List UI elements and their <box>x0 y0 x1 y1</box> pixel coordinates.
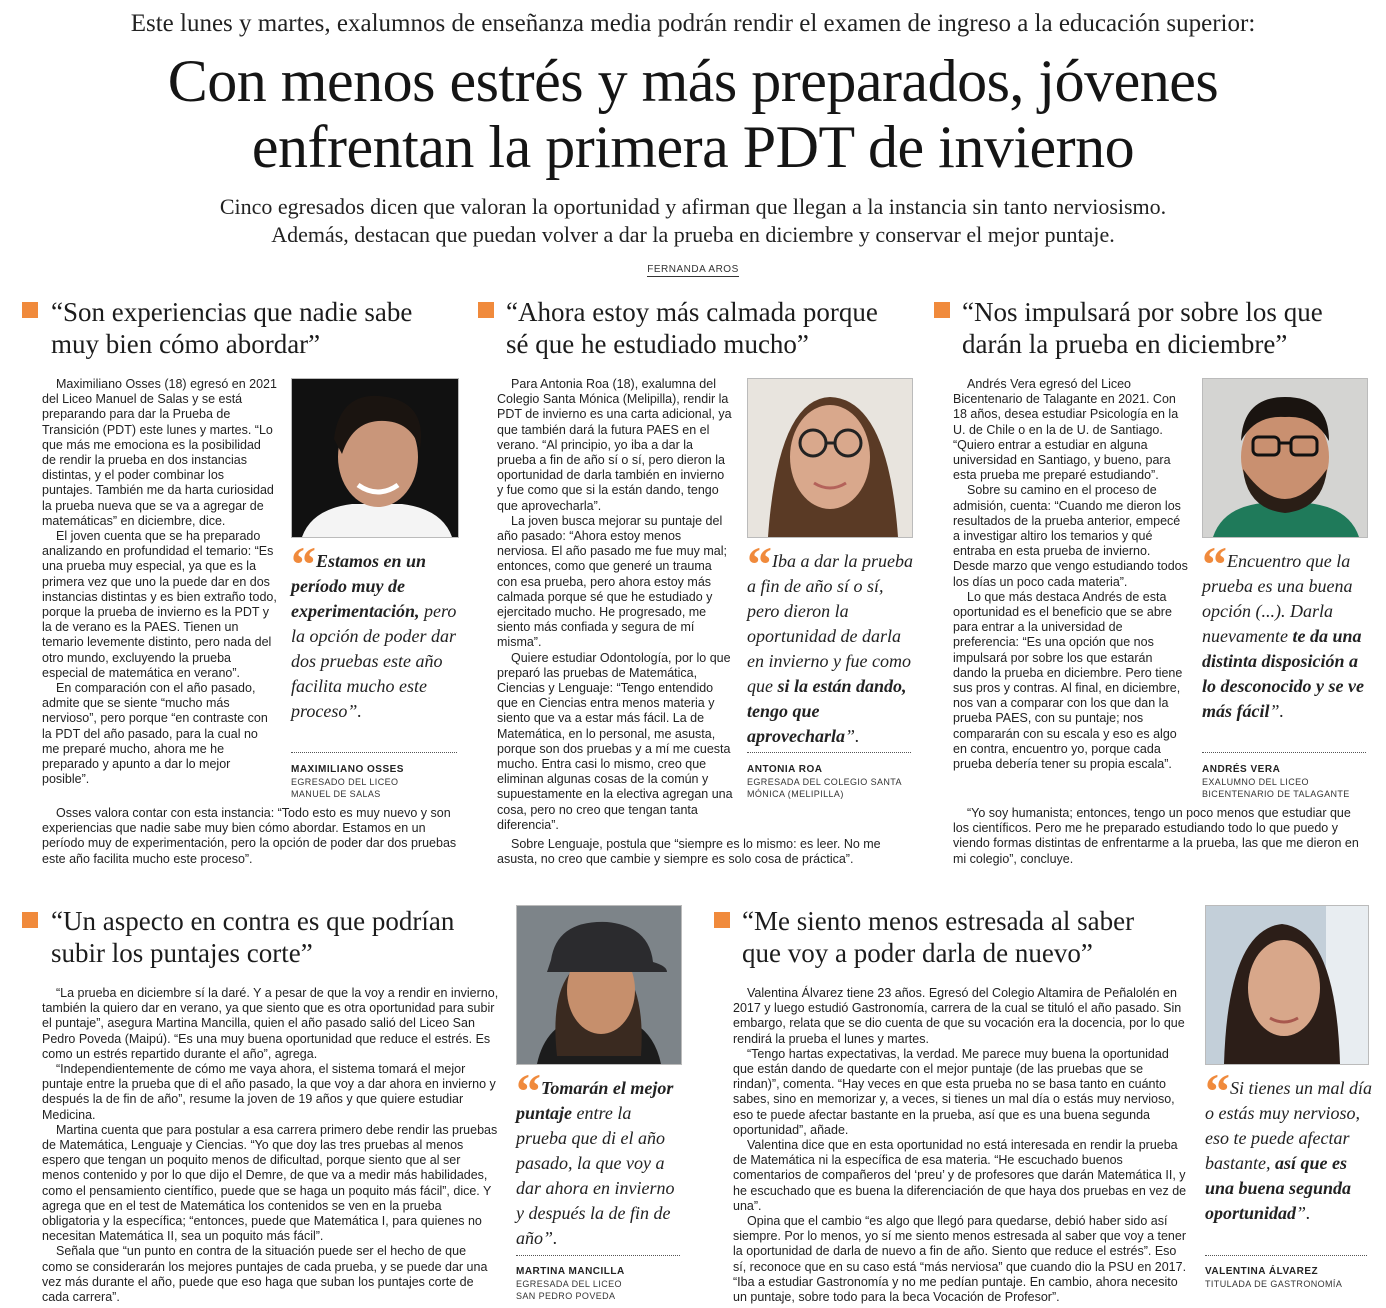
caption-role <box>516 1279 622 1302</box>
divider <box>1202 752 1366 753</box>
paragraph: Andrés Vera egresó del Liceo Bicentenario de Talagante en 2021. Con 18 años, desea estudiar Psicología en la U. de Chile o en la de U. de Santiago. “Quiero entrar a estudiar en alguna universidad en Santiago, y bueno, para esta prueba me preparé estudiando”. <box>953 377 1179 483</box>
quote-mark-icon: “ <box>1205 1063 1226 1119</box>
paragraph: Osses valora contar con esta instancia: “Todo esto es muy nuevo y son experiencias que nadie sabe muy bien cómo abordar. Estamos en un período muy de experimentación, pero la opción de poder dar dos pruebas este año facilita mucho este proceso”. <box>42 806 457 866</box>
paragraph: La joven busca mejorar su puntaje del año pasado: “Ahora estoy menos nerviosa. El año pasado me fue muy mal; entonces, como que generé un trauma con esa prueba, pero ahora estoy más calmada porque sé que he estudiado y ejercitado mucho. He progresado, me siento más confiada y segura de mí misma”. <box>497 513 727 650</box>
caption-role-line-1: TITULADA DE GASTRONOMÍA <box>1205 1279 1343 1289</box>
headline <box>0 48 1386 180</box>
story-2-title <box>506 296 878 360</box>
subhead-line-1: Cinco egresados dicen que valoran la oportunidad y afirman que llegan a la instancia sin tanto nerviosismo. <box>219 194 1167 219</box>
kicker: Este lunes y martes, exalumnos de enseñanza media podrán rendir el examen de ingreso a la educación superior: <box>130 10 1256 37</box>
caption-name: MARTINA MANCILLA <box>516 1266 625 1277</box>
story-3-title-line-2: darán la prueba en diciembre” <box>962 329 1288 359</box>
paragraph: “Yo soy humanista; entonces, tengo un poco menos que estudiar que los científicos. Pero me he preparado estudiando todo lo que puedo y viendo formas distintas de enfrentarme a la prueba, las que me dieron en mi colegio”, concluye. <box>953 806 1359 866</box>
caption-role-line-2: BICENTENARIO DE TALAGANTE <box>1202 788 1350 799</box>
caption-role-line-1: EGRESADA DEL LICEO <box>516 1279 622 1289</box>
paragraph: Lo que más destaca Andrés de esta oportunidad es el beneficio que se abre para entrar a la universidad de preferencia: “Es una opción que nos impulsará por sobre los que estarán dando la prueba en diciembre. Pero tiene sus pros y contras. Al final, en diciembre, nos van a comparar con los que dan la prueba PAES, con su puntaje; nos compararán con su escala y eso es algo en contra, encuentro yo, porque cada prueba debería tener su propia escala”. <box>953 589 1183 772</box>
story-3-pull-quote <box>1202 536 1372 724</box>
portrait-photo-martina <box>516 905 682 1065</box>
quote-text: pero la opción de poder dar dos pruebas este año facilita mucho este proceso”. <box>291 601 457 721</box>
story-2-title-line-1: “Ahora estoy más calmada porque <box>506 297 878 327</box>
paragraph: Señala que “un punto en contra de la situación puede ser el hecho de que como se considerarán los mejores puntajes de cada prueba, y se puede dar una vez más durante el año, puede que eso haga que suban los puntajes corte de cada carrera”. <box>42 1244 488 1305</box>
paragraph: Para Antonia Roa (18), exalumna del Colegio Santa Mónica (Melipilla), rendir la PDT de invierno es una carta adicional, ya que también dará la futura PAES en el verano. “Al principio, yo iba a dar la prueba a fin de año sí o sí, pero dieron la oportunidad de darla también en invierno y fue como que si la están dando, tengo que aprovecharla”. <box>497 377 732 513</box>
paragraph: Opina que el cambio “es algo que llegó para quedarse, debió haber sido así siempre. Por lo menos, yo sí me siento menos estresada al saber que voy a tener la oportunidad de darla de nuevo a fin de año. Siento que reduce el estrés”. Eso sí, reconoce que en su caso está “más nerviosa” que cuando dio la PSU en 2017. “Iba a estudiar Gastronomía y no me pedían puntaje. En cambio, ahora necesito un puntaje, sobre todo para la beca Vocación de Profesor”. <box>733 1214 1187 1305</box>
quote-bold-text: si la están dando, tengo que aprovecharla <box>747 676 907 746</box>
quote-text: Encuentro que la prueba es una buena opción (...). Darla nuevamente <box>1202 551 1353 646</box>
paragraph: Maximiliano Osses (18) egresó en 2021 del Liceo Manuel de Salas y se está preparando para dar la Prueba de Transición (PDT) este lunes y martes. “Lo que más me emociona es la posibilidad de rendir la prueba en dos instancias distintas, y el poder combinar los puntajes. También me da harta curiosidad la prueba nueva que se va a agregar de matemáticas” en diciembre, dice. <box>42 377 277 528</box>
paragraph: Sobre Lenguaje, postula que “siempre es lo mismo: es leer. No me asusta, no creo que cambie y siempre es solo cosa de práctica”. <box>497 837 881 867</box>
quote-end: ”. <box>1296 1203 1311 1223</box>
paragraph: Valentina Álvarez tiene 23 años. Egresó del Colegio Altamira de Peñalolén en 2017 y luego estudió Gastronomía, carrera de la cual se tituló el año pasado. Sin embargo, relata que se dio cuenta de que su vocación era la docencia, por lo que rendirá la prueba el lunes y martes. <box>733 986 1185 1046</box>
portrait-photo-valentina <box>1205 905 1369 1065</box>
section-marker <box>934 302 950 318</box>
section-marker <box>478 302 494 318</box>
story-1-title-line-1: “Son experiencias que nadie sabe <box>51 297 413 327</box>
story-3-body-top <box>953 377 1189 772</box>
quote-text: entre la prueba que di el año pasado, la que voy a dar ahora en invierno y después la de fin de año”. <box>516 1103 675 1248</box>
caption-name: ANDRÉS VERA <box>1202 764 1281 775</box>
caption-role-line-2: MÓNICA (MELIPILLA) <box>747 788 844 799</box>
headline-line-1: Con menos estrés y más preparados, jóvenes <box>167 48 1219 114</box>
divider <box>291 752 457 753</box>
paragraph: “La prueba en diciembre sí la daré. Y a pesar de que la voy a rendir en invierno, también la quiero dar en verano, ya que siento que es otra oportunidad para subir el puntaje”, asegura Martina Mancilla, quien el año pasado salió del Liceo San Pedro Poveda (Maipú). “Es una muy buena oportunidad que reduce el estrés. Es como un estrés repartido durante el año”, agrega. <box>42 986 499 1061</box>
story-4-body <box>42 986 500 1305</box>
quote-bold-text: Estamos en un período muy de experimentación, <box>291 551 427 621</box>
story-4-pull-quote <box>516 1063 686 1251</box>
byline <box>0 264 1386 275</box>
divider <box>516 1255 680 1256</box>
story-4-title-line-1: “Un aspecto en contra es que podrían <box>51 906 455 936</box>
story-4-title <box>51 905 454 969</box>
portrait-photo-maximiliano <box>291 378 459 538</box>
paragraph: Martina cuenta que para postular a esa carrera primero debe rendir las pruebas de Matemática, Lenguaje y Ciencias. “Yo que doy las tres pruebas al menos espero que tengan un poquito menos de dificultad, porque siento que al ser menos contenido y por lo que dijo el Demre, de que va a medir más habilidades, como el pensamiento científico, puede que se haga un poquito más fácil”, dice. Y agrega que en el test de Matemática los contenidos se ven en la prueba obligatoria y la específica; “entonces, puede que Matemática I, para quienes no necesitan Matemática II, sea un poquito más fácil”. <box>42 1122 498 1244</box>
caption-role-line-2: MANUEL DE SALAS <box>291 788 381 799</box>
story-5-pull-quote <box>1205 1063 1375 1226</box>
quote-bold-text: te da una distinta disposición a lo desconocido y se ve más fácil <box>1202 626 1364 721</box>
quote-mark-icon: “ <box>1202 536 1223 592</box>
paragraph: Sobre su camino en el proceso de admisión, cuenta: “Cuando me dieron los resultados de la prueba anterior, empecé a investigar altiro los temarios y qué entraba en esta prueba de invierno. Desde marzo que vengo estudiando todos los días un poco cada materia”. <box>953 483 1188 589</box>
story-2-pull-quote <box>747 536 915 749</box>
caption-name: ANTONIA ROA <box>747 764 823 775</box>
story-1-pull-quote <box>291 536 459 724</box>
story-5-title-line-1: “Me siento menos estresada al saber <box>742 906 1135 936</box>
portrait-photo-andres <box>1202 378 1368 538</box>
story-2-title-line-2: sé que he estudiado mucho” <box>506 329 809 359</box>
portrait-photo-antonia <box>747 378 913 538</box>
quote-text: Iba a dar la prueba a fin de año sí o sí, pero dieron la oportunidad de darla en invierno y fue como que <box>747 551 913 696</box>
story-2-body-bottom <box>497 837 897 867</box>
quote-bold-text: así que es una buena segunda oportunidad <box>1205 1153 1352 1223</box>
story-5-title <box>742 905 1134 969</box>
paragraph: Quiere estudiar Odontología, por lo que preparó las pruebas de Matemática, Ciencias y Lenguaje: “Tengo entendido que en Ciencias entra menos materia y siento que va a estar más fácil. La de Matemática, en lo personal, me asusta, porque son dos pruebas y a mí me cuesta mucho. Entra casi lo mismo, creo que eliminan algunas cosas de la común y supuestamente en la electiva agregan una cosa, pero no creo que tengan tanta diferencia”. <box>497 650 733 832</box>
story-1-title <box>51 296 412 360</box>
quote-mark-icon: “ <box>291 536 312 592</box>
paragraph: En comparación con el año pasado, admite que se siente “mucho más nervioso”, pero porque “en contraste con la PDT del año pasado, para la cual no me preparé mucho, ahora me he preparado y apunto a dar lo mejor posible”. <box>42 681 268 787</box>
caption-name: MAXIMILIANO OSSES <box>291 764 404 775</box>
caption-role <box>1205 1279 1342 1291</box>
story-3-title-line-1: “Nos impulsará por sobre los que <box>962 297 1323 327</box>
byline-text: FERNANDA AROS <box>647 264 739 275</box>
caption-role <box>291 777 398 800</box>
paragraph: “Tengo hartas expectativas, la verdad. Me parece muy buena la oportunidad que están dando de quedarte con el mejor puntaje (de las pruebas que se rindan)”, comenta. “Hay veces en que esta prueba no se basa tanto en cuánto sabes, sino en memorizar y, a veces, si tienes un mal día o estás muy nervioso, eso te puede afectar bastante en la prueba, así que es una buena segunda oportunidad”, añade. <box>733 1046 1175 1137</box>
caption-role-line-1: EXALUMNO DEL LICEO <box>1202 777 1309 787</box>
caption-role-line-1: EGRESADA DEL COLEGIO SANTA <box>747 777 902 787</box>
story-1-body-top <box>42 377 278 787</box>
quote-mark-icon: “ <box>747 536 768 592</box>
divider <box>747 752 911 753</box>
quote-end: ”. <box>1269 701 1285 721</box>
subhead-line-2: Además, destacan que puedan volver a dar la prueba en diciembre y conservar el mejor puntaje. <box>271 222 1115 247</box>
quote-end: ”. <box>845 726 860 746</box>
caption-role <box>747 777 902 800</box>
paragraph: El joven cuenta que se ha preparado analizando en profundidad el temario: “Es una prueba muy especial, ya que es la primera vez que uno la puede dar en dos instancias distintas y es bien extraño todo, porque la prueba de invierno es la PDT y la de verano es la PAES. Tienen un temario levemente distinto, pero nada del otro mundo, excluyendo la prueba especial de matemática en verano”. <box>42 529 277 680</box>
quote-bold-text: Tomarán el mejor puntaje <box>516 1078 674 1123</box>
section-marker <box>714 912 730 928</box>
story-2-body-top <box>497 377 733 833</box>
paragraph: Valentina dice que en esta oportunidad no está interesada en rendir la prueba de Matemática ni la específica de esa materia. “He escuchado buenos comentarios de compañeros del ‘preu’ y de profesores que darán Matemática II, y he escuchado que es buena la diferenciación de que haya dos pruebas en vez de una”. <box>733 1138 1187 1213</box>
story-4-title-line-2: subir los puntajes corte” <box>51 938 313 968</box>
caption-name: VALENTINA ÁLVAREZ <box>1205 1266 1319 1277</box>
story-1-body-bottom <box>42 806 462 867</box>
subhead <box>0 193 1386 249</box>
divider <box>1205 1255 1367 1256</box>
quote-text: Si tienes un mal día o estás muy nervioso, eso te puede afectar bastante, <box>1205 1078 1372 1173</box>
story-5-body <box>733 986 1188 1305</box>
paragraph: “Independientemente de cómo me vaya ahora, el sistema tomará el mejor puntaje entre la prueba que di el año pasado, la que voy a dar ahora en invierno y después la de fin de año”, resume la joven de 19 años y que quiere estudiar Medicina. <box>42 1062 496 1122</box>
story-1-title-line-2: muy bien cómo abordar” <box>51 329 321 359</box>
story-5-title-line-2: que voy a poder darla de nuevo” <box>742 938 1093 968</box>
quote-mark-icon: “ <box>516 1063 537 1119</box>
section-marker <box>22 302 38 318</box>
headline-line-2: enfrentan la primera PDT de invierno <box>251 114 1135 180</box>
section-marker <box>22 912 38 928</box>
story-3-body-bottom <box>953 806 1363 867</box>
caption-role <box>1202 777 1350 800</box>
story-3-title <box>962 296 1323 360</box>
caption-role-line-2: SAN PEDRO POVEDA <box>516 1290 616 1301</box>
caption-role-line-1: EGRESADO DEL LICEO <box>291 777 399 787</box>
